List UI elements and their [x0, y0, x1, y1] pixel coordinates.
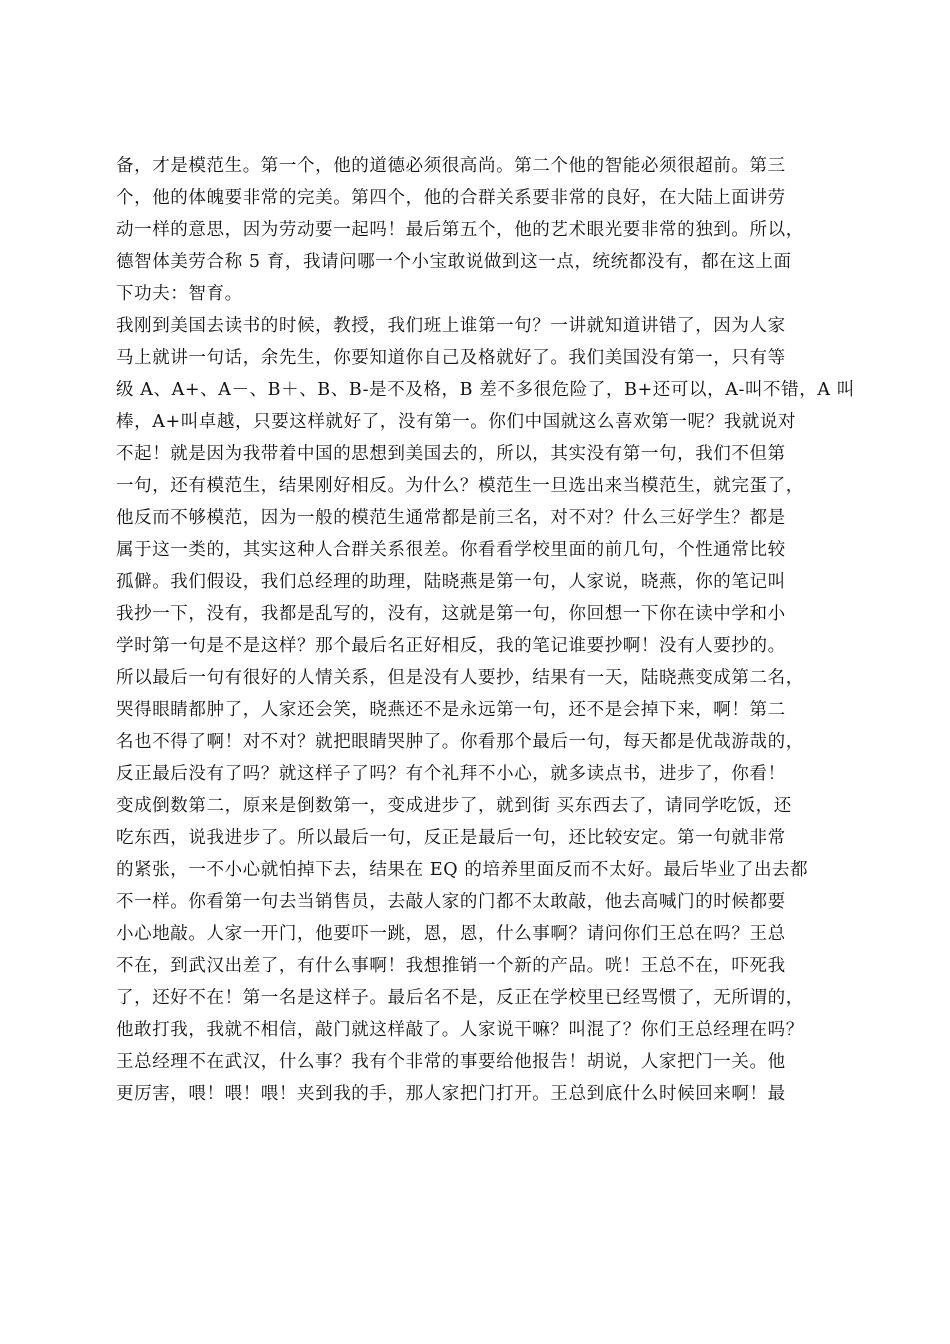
text-line: 个，他的体魄要非常的完美。第四个，他的合群关系要非常的良好，在大陆上面讲劳	[116, 188, 786, 208]
text-line: 下功夫：智育。	[116, 284, 243, 304]
text-line: 棒，A+叫卓越，只要这样就好了，没有第一。你们中国就这么喜欢第一呢？我就说对	[116, 412, 797, 432]
text-line: 变成倒数第二，原来是倒数第一，变成进步了，就到街 买东西去了，请同学吃饭，还	[116, 796, 792, 816]
text-line: 学时第一句是不是这样？那个最后名正好相反，我的笔记谁要抄啊！没有人要抄的。	[116, 636, 786, 656]
text-line: 备，才是模范生。第一个，他的道德必须很高尚。第二个他的智能必须很超前。第三	[116, 156, 786, 176]
text-line: 他敢打我，我就不相信，敲门就这样敲了。人家说干嘛？叫混了？你们王总经理在吗？	[116, 1020, 804, 1040]
body-text	[116, 150, 855, 1110]
text-line: 不一样。你看第一句去当销售员，去敲人家的门都不太敢敲，他去高喊门的时候都要	[116, 892, 786, 912]
text-line: 了，还好不在！第一名是这样子。最后名不是，反正在学校里已经骂惯了，无所谓的，	[116, 988, 804, 1008]
text-line: 级 A、A+、A－、B＋、B、B-是不及格，B 差不多很危险了，B+还可以，A-叫不错，A 叫	[116, 380, 855, 400]
text-line: 不起！就是因为我带着中国的思想到美国去的，所以，其实没有第一句，我们不但第	[116, 444, 786, 464]
text-line: 王总经理不在武汉，什么事？我有个非常的事要给他报告！胡说，人家把门一关。他	[116, 1052, 786, 1072]
text-line: 吃东西，说我进步了。所以最后一句，反正是最后一句，还比较安定。第一句就非常	[116, 828, 786, 848]
text-line: 动一样的意思，因为劳动要一起吗！最后第五个，他的艺术眼光要非常的独到。所以，	[116, 220, 804, 240]
text-line: 哭得眼睛都肿了，人家还会笑，晓燕还不是永远第一句，还不是会掉下来，啊！第二	[116, 700, 786, 720]
text-line: 德智体美劳合称 5 育，我请问哪一个小宝敢说做到这一点，统统都没有，都在这上面	[116, 252, 792, 272]
text-line: 属于这一类的，其实这种人合群关系很差。你看看学校里面的前几句，个性通常比较	[116, 540, 786, 560]
text-line: 一句，还有模范生，结果刚好相反。为什么？模范生一旦选出来当模范生，就完蛋了，	[116, 476, 804, 496]
text-line: 小心地敲。人家一开门，他要吓一跳，恩，恩，什么事啊？请问你们王总在吗？王总	[116, 924, 786, 944]
text-line: 的紧张，一不小心就怕掉下去，结果在 EQ 的培养里面反而不太好。最后毕业了出去都	[116, 860, 809, 880]
text-line: 不在，到武汉出差了，有什么事啊！我想推销一个新的产品。咣！王总不在，吓死我	[116, 956, 786, 976]
text-line: 名也不得了啊！对不对？就把眼睛哭肿了。你看那个最后一句，每天都是优哉游哉的，	[116, 732, 804, 752]
text-line: 孤僻。我们假设，我们总经理的助理，陆晓燕是第一句，人家说，晓燕，你的笔记叫	[116, 572, 786, 592]
text-line: 马上就讲一句话，余先生，你要知道你自己及格就好了。我们美国没有第一，只有等	[116, 348, 786, 368]
text-line: 更厉害，喂！喂！喂！夹到我的手，那人家把门打开。王总到底什么时候回来啊！最	[116, 1084, 786, 1104]
text-line: 他反而不够模范，因为一般的模范生通常都是前三名，对不对？什么三好学生？都是	[116, 508, 786, 528]
text-line: 反正最后没有了吗？就这样子了吗？有个礼拜不小心，就多读点书，进步了，你看！	[116, 764, 786, 784]
text-line: 我刚到美国去读书的时候，教授，我们班上谁第一句？一讲就知道讲错了，因为人家	[116, 316, 786, 336]
text-line: 我抄一下，没有，我都是乱写的，没有，这就是第一句，你回想一下你在读中学和小	[116, 604, 786, 624]
text-line: 所以最后一句有很好的人情关系，但是没有人要抄，结果有一天，陆晓燕变成第二名，	[116, 668, 804, 688]
